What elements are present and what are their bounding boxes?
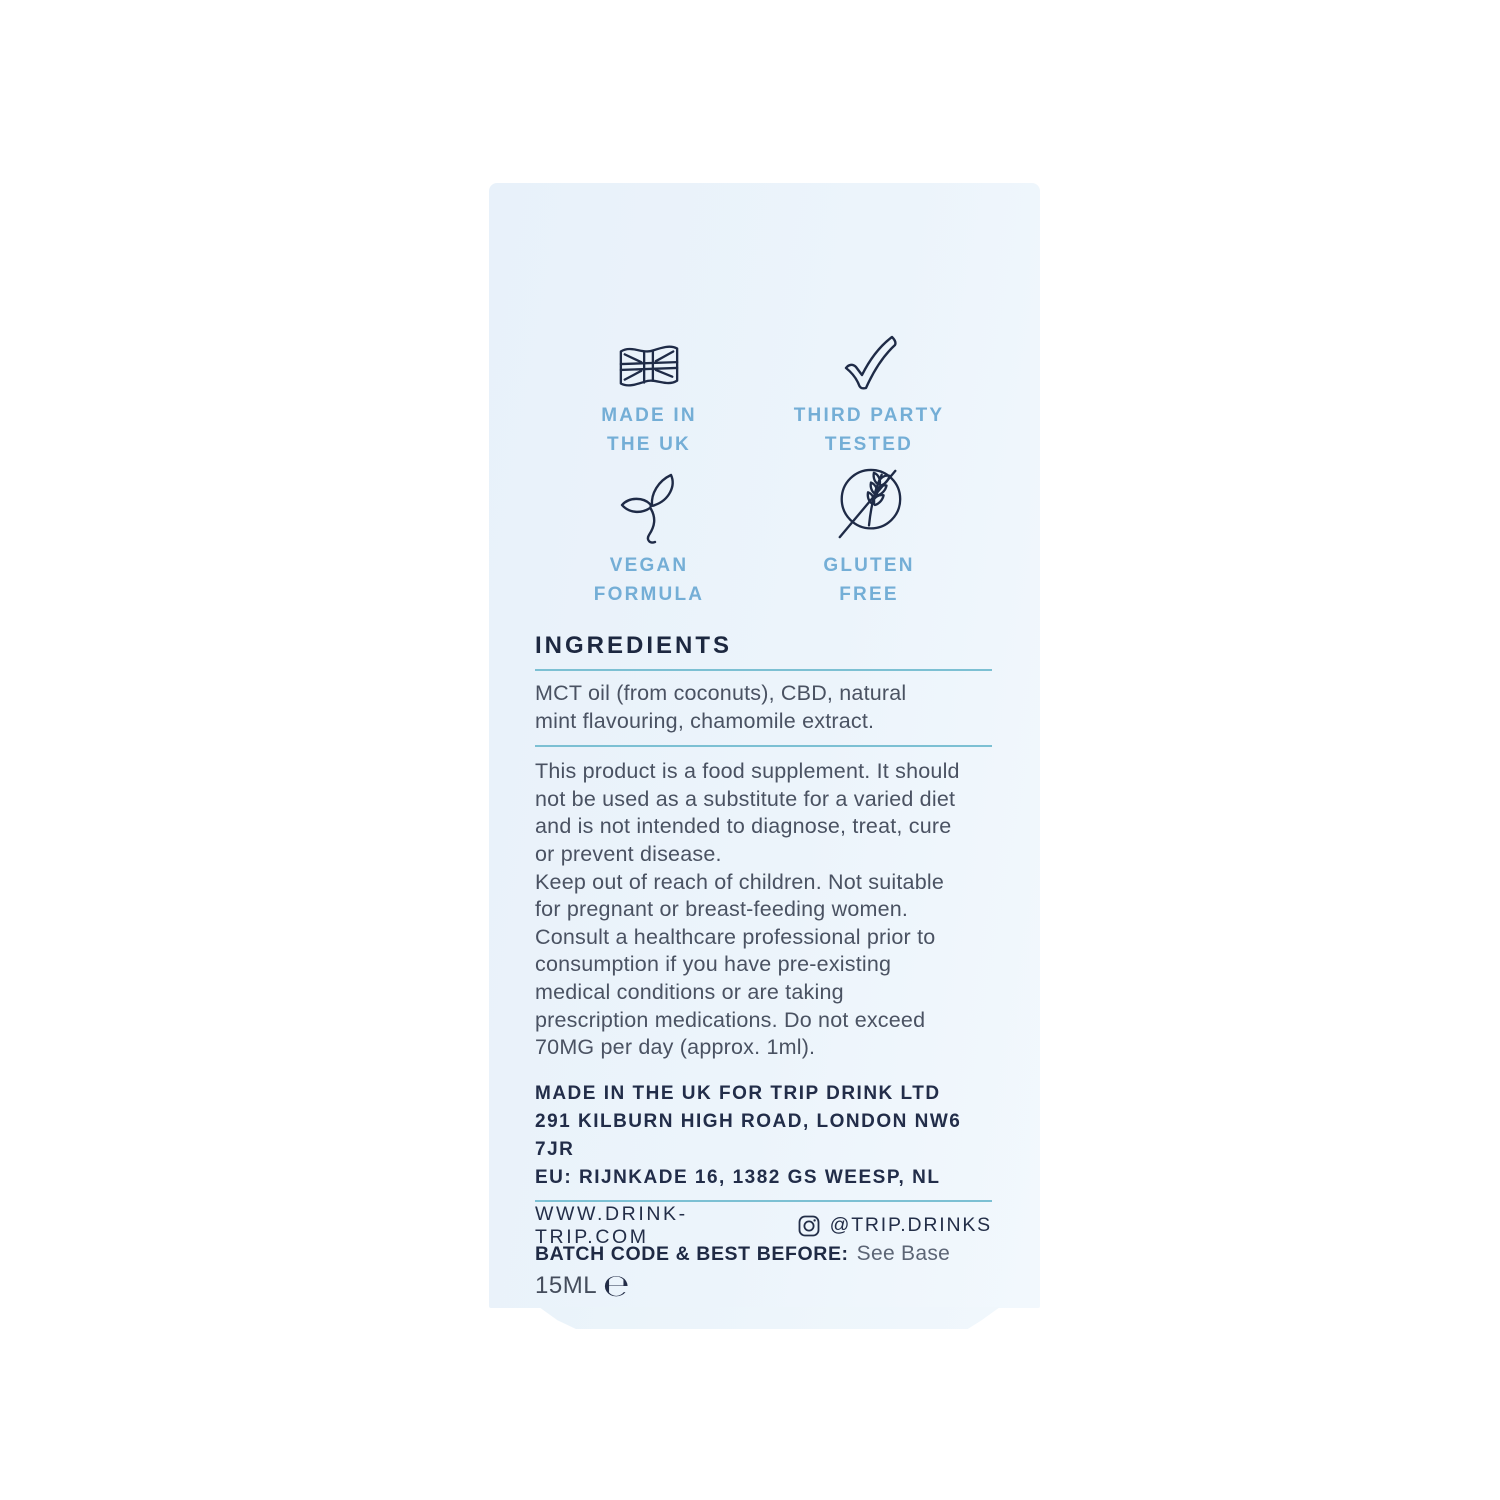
badge-third-party-tested [759,323,979,459]
badge-vegan-formula [539,465,759,609]
instagram-icon [797,1214,821,1238]
disclaimer-line: not be used as a substitute for a varied diet [535,786,956,811]
batch-code-row [535,1242,992,1268]
badge-gluten-free [759,465,979,609]
ingredients-text [535,680,992,735]
badge-third-party-tested-label [794,401,945,459]
badge-gluten-free-label [823,551,914,609]
website-url: WWW.DRINK-TRIP.COM [535,1202,688,1248]
instagram-handle: @TRIP.DRINKS [829,1214,992,1237]
badge-made-in-uk [539,323,759,459]
label-text-content [535,632,992,1304]
gluten-free-icon [831,465,907,545]
divider [535,745,992,747]
disclaimer-line: This product is a food supplement. It should [535,759,960,784]
divider [535,669,992,671]
batch-code-value: See Base [856,1241,951,1265]
badge-label-line: TESTED [824,434,914,455]
sprout-icon [613,465,685,545]
badge-label-line: GLUTEN [823,555,915,576]
divider [535,1200,992,1202]
box-tuck-flap [539,1307,1000,1329]
disclaimer-line: Keep out of reach of children. Not suitable [535,869,944,894]
badge-vegan-formula-label [594,551,704,609]
badge-label-line: MADE IN [601,405,697,426]
disclaimer-line: prescription medications. Do not exceed [535,1007,926,1032]
disclaimer-line: or prevent disease. [535,841,722,866]
checkmark-icon [837,323,901,395]
manufacturer-address [535,1080,992,1192]
estimated-sign: ℮ [603,1267,630,1304]
address-line: EU: RIJNKADE 16, 1382 GS WEESP, NL [535,1166,941,1188]
ingredients-line: mint flavouring, chamomile extract. [535,708,875,733]
disclaimer-line: Consult a healthcare professional prior to [535,924,936,949]
badge-label-line: FORMULA [593,584,705,605]
volume-row [535,1267,992,1304]
disclaimer-line: 70MG per day (approx. 1ml). [535,1035,816,1060]
badge-made-in-uk-label [601,401,697,459]
disclaimer-line: for pregnant or breast-feeding women. [535,897,909,922]
badge-label-line: FREE [839,584,899,605]
web-social-row [535,1202,992,1248]
badge-grid [539,323,979,609]
badge-label-line: THE UK [607,434,691,455]
badge-label-line: VEGAN [609,555,689,576]
packaging-back-panel [489,183,1040,1308]
batch-code-label: BATCH CODE & BEST BEFORE: [535,1242,849,1265]
badge-label-line: THIRD PARTY [793,405,945,426]
supplement-disclaimer [535,758,992,1062]
disclaimer-line: consumption if you have pre-existing [535,952,892,977]
disclaimer-line: medical conditions or are taking [535,979,844,1004]
disclaimer-line: and is not intended to diagnose, treat, cure [535,814,952,839]
address-line: MADE IN THE UK FOR TRIP DRINK LTD [535,1082,941,1104]
uk-flag-icon [616,323,682,395]
address-line: 291 KILBURN HIGH ROAD, LONDON NW6 7JR [535,1110,962,1160]
ingredients-heading: INGREDIENTS [535,632,733,659]
volume-value: 15ML [535,1271,598,1299]
ingredients-line: MCT oil (from coconuts), CBD, natural [535,681,907,705]
